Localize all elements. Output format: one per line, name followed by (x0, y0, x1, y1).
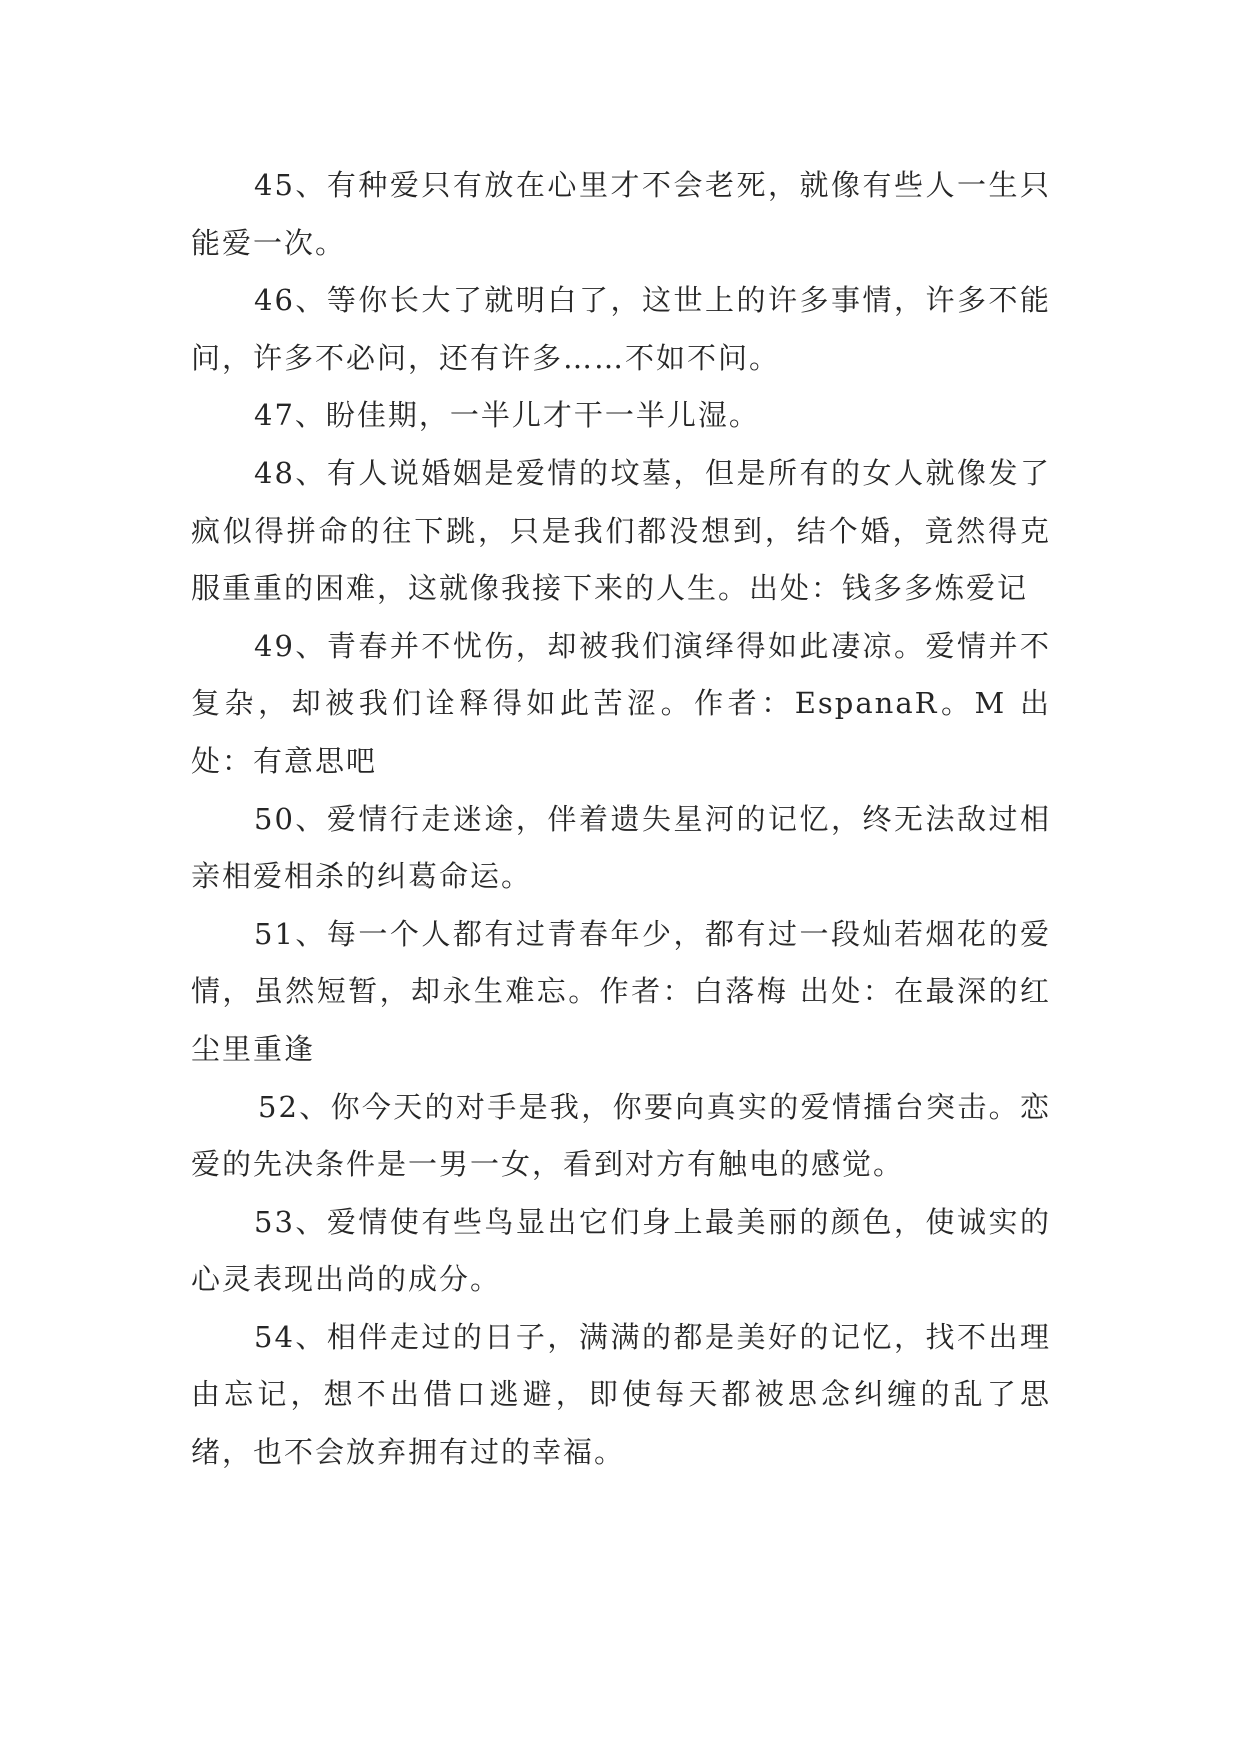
paragraph-51: 51、每一个人都有过青春年少，都有过一段灿若烟花的爱情，虽然短暂，却永生难忘。作者：白落梅 出处：在最深的红尘里重逢 (191, 916, 1051, 1066)
paragraph-49: 49、青春并不忧伤，却被我们演绎得如此凄凉。爱情并不复杂，却被我们诠释得如此苦涩。作者：EspanaR。M 出处：有意思吧 (191, 628, 1051, 778)
paragraph-53: 53、爱情使有些鸟显出它们身上最美丽的颜色，使诚实的心灵表现出尚的成分。 (191, 1204, 1051, 1297)
paragraph-54: 54、相伴走过的日子，满满的都是美好的记忆，找不出理由忘记，想不出借口逃避，即使每天都被思念纠缠的乱了思绪，也不会放弃拥有过的幸福。 (191, 1319, 1051, 1470)
paragraph-52: 52、你今天的对手是我，你要向真实的爱情擂台突击。恋爱的先决条件是一男一女，看到对方有触电的感觉。 (191, 1089, 1051, 1182)
paragraph-48: 48、有人说婚姻是爱情的坟墓，但是所有的女人就像发了疯似得拼命的往下跳，只是我们都没想到，结个婚，竟然得克服重重的困难，这就像我接下来的人生。出处：钱多多炼爱记 (191, 455, 1051, 606)
document-body (191, 157, 1051, 1482)
paragraph-45: 45、有种爱只有放在心里才不会老死，就像有些人一生只能爱一次。 (191, 168, 1051, 260)
paragraph-47: 47、盼佳期，一半儿才干一半儿湿。 (254, 398, 760, 433)
paragraph-46: 46、等你长大了就明白了，这世上的许多事情，许多不能问，许多不必问，还有许多……不如不问。 (191, 283, 1051, 375)
paragraph-50: 50、爱情行走迷途，伴着遗失星河的记忆，终无法敌过相亲相爱相杀的纠葛命运。 (191, 801, 1051, 894)
